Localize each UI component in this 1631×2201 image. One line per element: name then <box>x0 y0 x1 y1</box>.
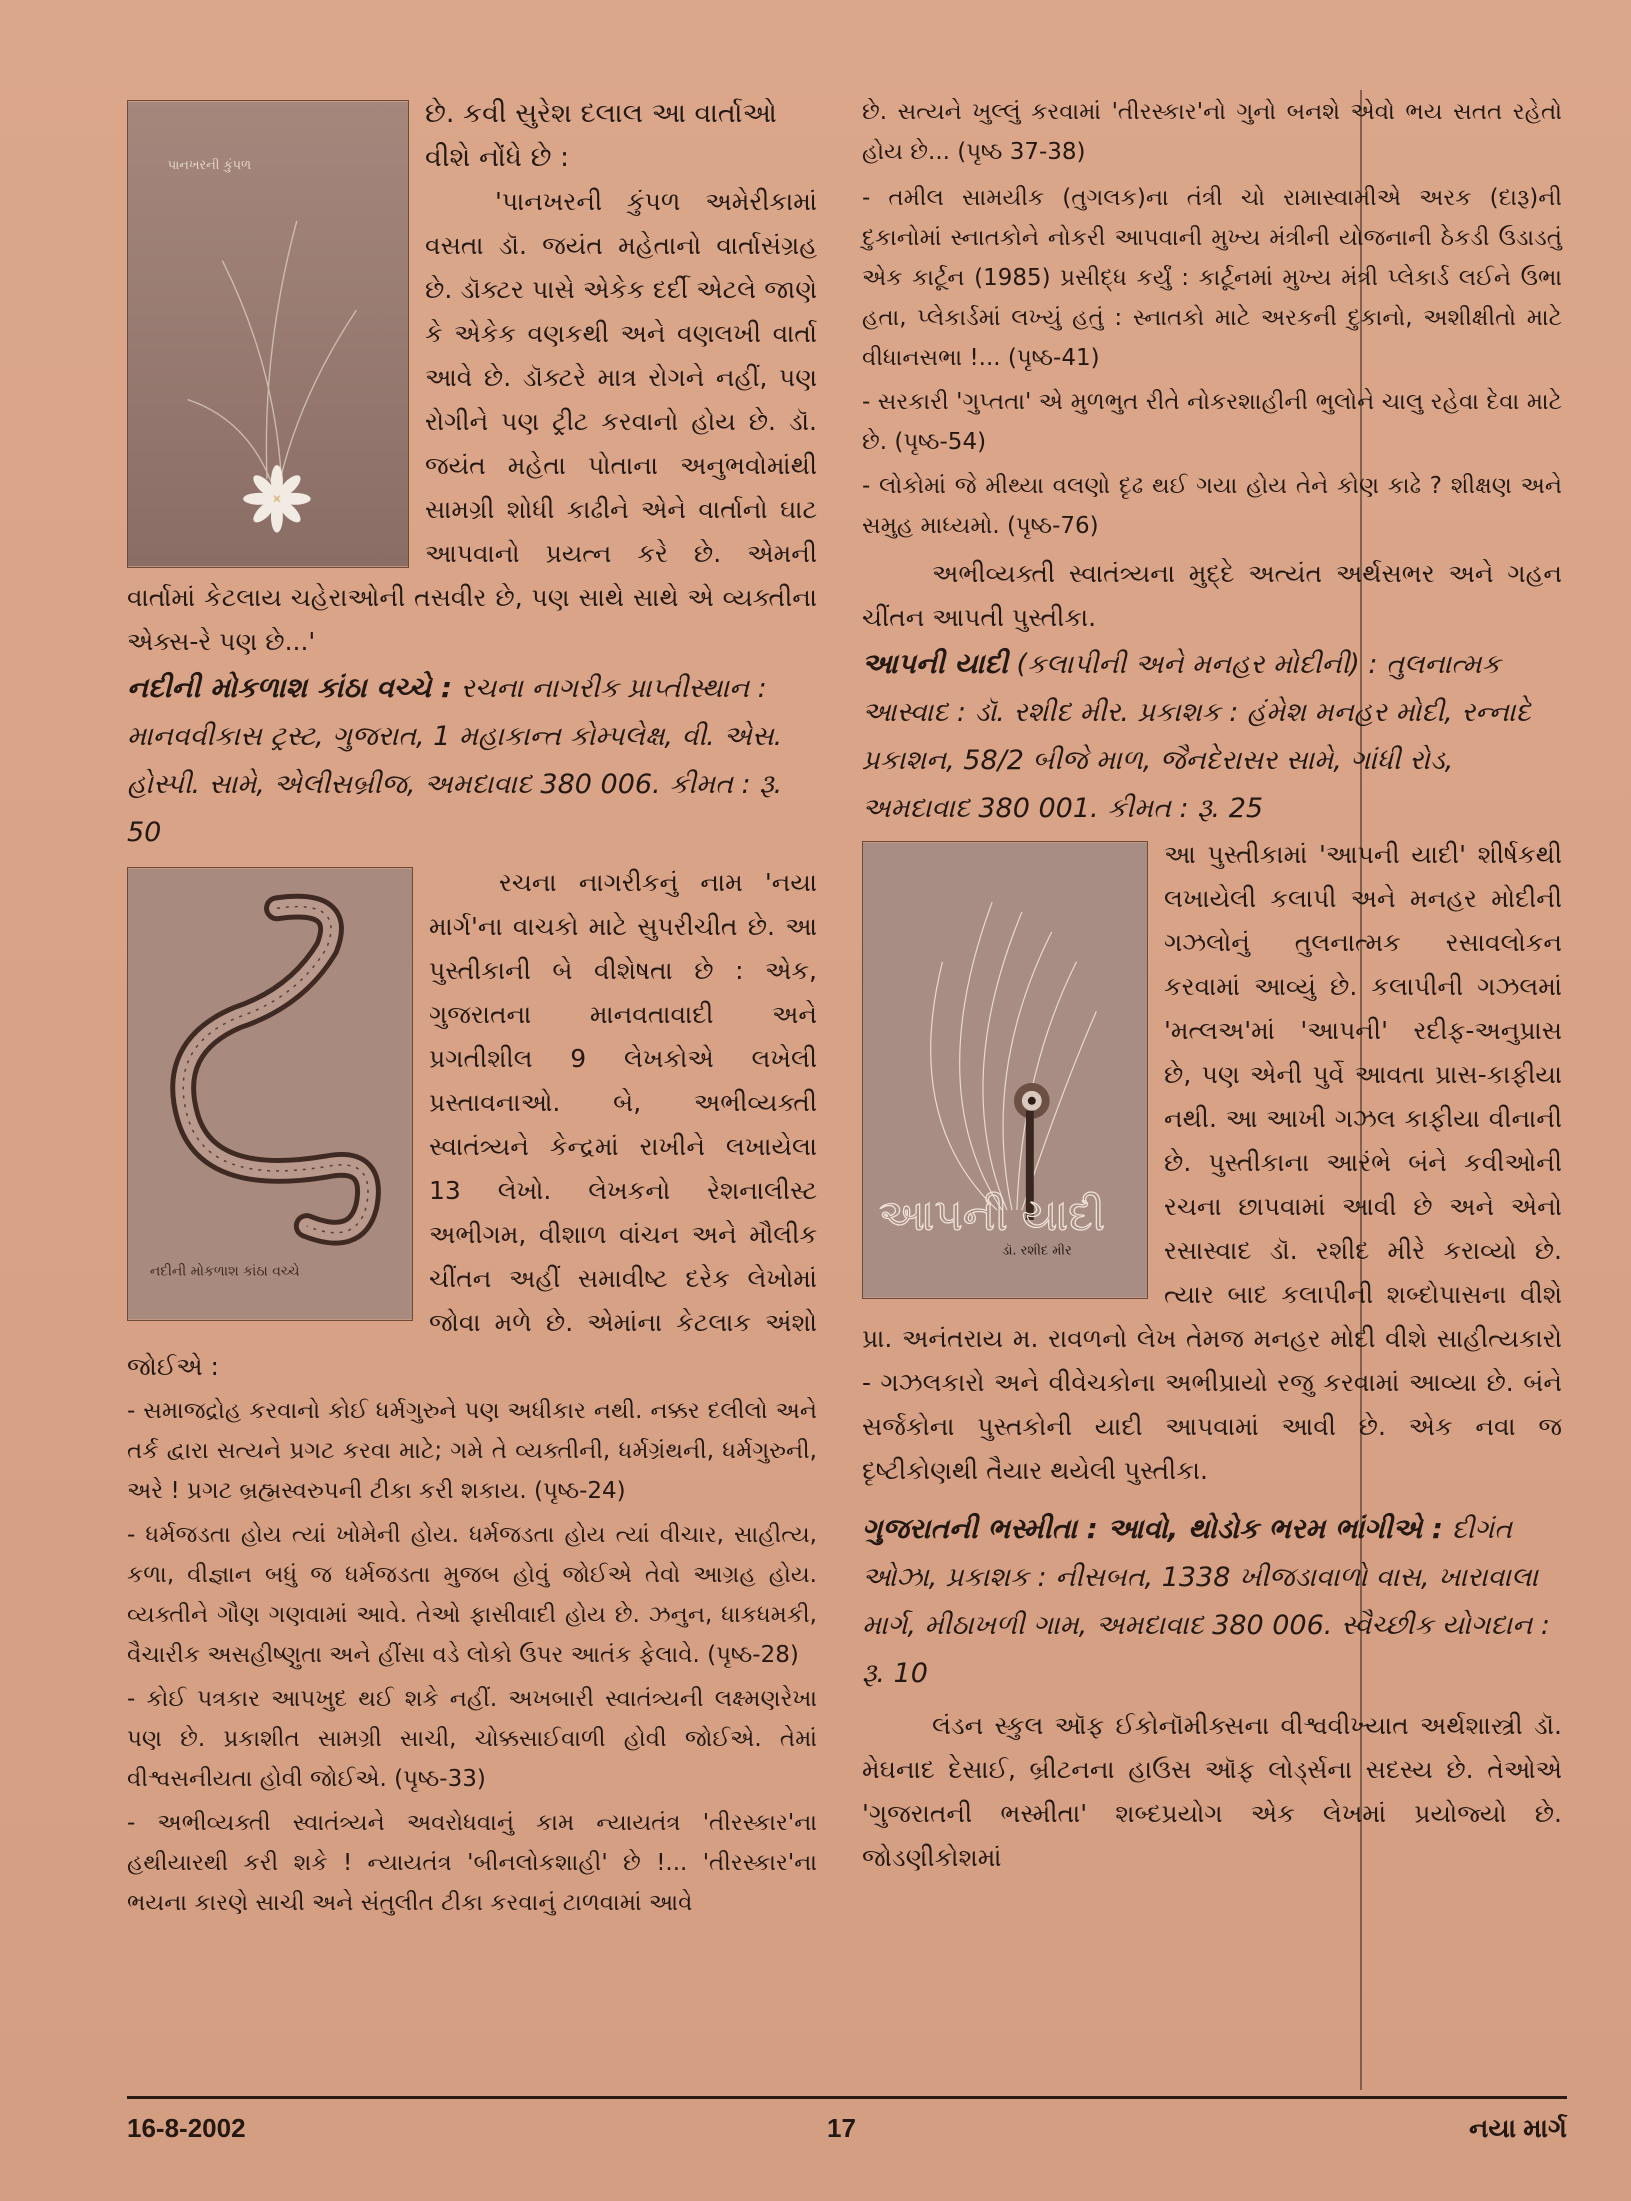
review-aapni-yaadi: આ પુસ્તીકામાં 'આપની યાદી' શીર્ષકથી લખાયેલી કલાપી અને મનહર મોદીની ગઝલોનું તુલનાત્મક રસાવલોકન કરવામાં આવ્યું છે. કલાપીની ગઝલમાં 'મત્લઅ'માં 'આપની' રદીફ-અનુપ્રાસ છે, પણ એની પુર્વે આવતા પ્રાસ-કાફીયા નથી. આ આખી ગઝલ કાફીયા વીનાની છે. પુસ્તીકાના આરંભે બંને કવીઓની રચના છાપવામાં આવી છે અને એનો રસાસ્વાદ ડૉ. રશીદ મીરે કરાવ્યો છે. ત્યાર બાદ કલાપીની શબ્દોપાસના વીશે પ્રા. અનંતરાય મ. રાવળનો લેખ તેમજ મનહર મોદી વીશે સાહીત્યકારો - ગઝલકારો અને વીવેચકોના અભીપ્રાયો રજુ કરવામાં આવ્યા છે. બંને સર્જકોના પુસ્તકોની યાદી આપવામાં આવી છે. એક નવા જ દૃષ્ટીકોણથી તૈયાર થયેલી પુસ્તીકા. <box>862 840 1562 1485</box>
left-column <box>127 92 817 1923</box>
book-title: નદીની મોકળાશ કાંઠા વચ્ચે : <box>127 671 453 704</box>
excerpt-41: - તમીલ સામયીક (તુગલક)ના તંત્રી ચો રામાસ્વામીએ અરક (દારૂ)ની દુકાનોમાં સ્નાતકોને નોકરી આપવાની મુખ્ય મંત્રીની યોજનાની ઠેકડી ઉડાડતું એક કાર્ટૂન (1985) પ્રસીદ્ધ કર્યું : કાર્ટૂનમાં મુખ્ય મંત્રી પ્લેકાર્ડ લઈને ઉભા હતા, પ્લેકાર્ડમાં લખ્યું હતું : સ્નાતકો માટે અરકની દુકાનો, અશીક્ષીતો માટે વીધાનસભા !... (પૃષ્ઠ-41) <box>862 185 1562 371</box>
book-ref-gujaratni-bhasmita: ગુજરાતની ભસ્મીતા : આવો, થોડોક ભરમ ભાંગીએ : દીગંત ઓઝા, પ્રકાશક : નીસબત, 1338 ખીજડાવાળો વાસ, ખારાવાલા માર્ગ, મીઠાખળી ગામ, અમદાવાદ 380 006. સ્વૈચ્છીક યોગદાન : રૂ. 10 <box>862 1512 1550 1689</box>
book-cover-aapni-yaadi <box>862 841 1148 1299</box>
issue-date: 16-8-2002 <box>127 2113 246 2143</box>
excerpt-76: - લોકોમાં જે મીથ્યા વલણો દૃઢ થઈ ગયા હોય તેને કોણ કાઢે ? શીક્ષણ અને સમુહ માધ્યમો. (પૃષ્ઠ-76) <box>862 473 1562 539</box>
page-footer <box>127 2096 1567 2143</box>
magazine-name: નયા માર્ગ <box>1469 2113 1567 2143</box>
excerpt-37: - અભીવ્યક્તી સ્વાતંત્ર્યને અવરોધવાનું કામ ન્યાયતંત્ર 'તીરસ્કાર'ના હથીયારથી કરી શકે ! ન્યાયતંત્ર 'બીનલોકશાહી' છે !... 'તીરસ્કાર'ના ભયના કારણે સાચી અને સંતુલીત ટીકા કરવાનું ટાળવામાં આવે <box>127 1810 817 1916</box>
excerpt-28: - ધર્મજડતા હોય ત્યાં ખોમેની હોય. ધર્મજડતા હોય ત્યાં વીચાર, સાહીત્ય, કળા, વીજ્ઞાન બધું જ ધર્મજડતા મુજબ હોવું જોઈએ તેવો આગ્રહ હોય. વ્યક્તીને ગૌણ ગણવામાં આવે. તેઓ ફાસીવાદી હોય છે. ઝનુન, ધાકધમકી, વૈચારીક અસહીષ્ણુતા અને હીંસા વડે લોકો ઉપર આતંક ફેલાવે. (પૃષ્ઠ-28) <box>127 1522 817 1668</box>
right-column <box>862 92 1562 1880</box>
book-title: આપની યાદી <box>862 647 1008 680</box>
excerpt-54: - સરકારી 'ગુપ્તતા' એ મુળભુત રીતે નોકરશાહીની ભુલોને ચાલુ રહેવા દેવા માટે છે. (પૃષ્ઠ-54) <box>862 389 1562 455</box>
review-gujaratni-bhasmita: લંડન સ્કુલ ઑફ ઈકોનૉમીક્સના વીશ્વવીખ્યાત અર્થશાસ્ત્રી ડૉ. મેઘનાદ દેસાઈ, બ્રીટનના હાઉસ ઑફ લોર્ડ્સના સદસ્ય છે. તેઓએ 'ગુજરાતની ભસ્મીતા' શબ્દપ્રયોગ એક લેખમાં પ્રયોજ્યો છે. જોડણીકોશમાં <box>862 1711 1562 1872</box>
cover-title: નદીની મોકળાશ કાંઠા વચ્ચે <box>149 1263 300 1280</box>
review-rachna-nagrik: રચના નાગરીકનું નામ 'નયા માર્ગ'ના વાચકો માટે સુપરીચીત છે. આ પુસ્તીકાની બે વીશેષતા છે : એક, ગુજરાતના માનવતાવાદી અને પ્રગતીશીલ 9 લેખકોએ લખેલી પ્રસ્તાવનાઓ. બે, અભીવ્યક્તી સ્વાતંત્ર્યને કેન્દ્રમાં રાખીને લખાયેલા 13 લેખો. લેખકનો રેશનાલીસ્ટ અભીગમ, વીશાળ વાંચન અને મૌલીક ચીંતન અહીં સમાવીષ્ટ દરેક લેખોમાં જોવા મળે છે. એમાંના કેટલાક અંશો જોઈએ : <box>127 868 817 1381</box>
page-number: 17 <box>827 2113 856 2143</box>
cover-title: પાનખરની કુંપળ <box>167 158 252 174</box>
cover-author: ડૉ. રશીદ મીર <box>1002 1243 1072 1259</box>
summary-line: અભીવ્યક્તી સ્વાતંત્ર્યના મુદ્દે અત્યંત અર્થસભર અને ગહન ચીંતન આપતી પુસ્તીકા. <box>862 559 1562 632</box>
excerpt-33: - કોઈ પત્રકાર આપખુદ થઈ શકે નહીં. અખબારી સ્વાતંત્ર્યની લક્ષ્મણરેખા પણ છે. પ્રકાશીત સામગ્રી સાચી, ચોક્કસાઈવાળી હોવી જોઈએ. તેમાં વીશ્વસનીયતા હોવી જોઈએ. (પૃષ્ઠ-33) <box>127 1686 817 1792</box>
book-title: ગુજરાતની ભસ્મીતા : આવો, થોડોક ભરમ ભાંગીએ : <box>862 1512 1443 1545</box>
quote-suresh-dalal: 'પાનખરની કુંપળ અમેરીકામાં વસતા ડૉ. જયંત મહેતાનો વાર્તાસંગ્રહ છે. ડૉક્ટર પાસે એકેક દર્દી એટલે જાણે કે એકેક વણકથી અને વણલખી વાર્તા આવે છે. ડૉક્ટરે માત્ર રોગને નહીં, પણ રોગીને પણ ટ્રીટ કરવાનો હોય છે. ડૉ. જયંત મહેતા પોતાના અનુભવોમાંથી સામગ્રી શોધી કાઢીને એને વાર્તાનો ઘાટ આપવાનો પ્રયત્ન કરે છે. એમની વાર્તામાં કેટલાય ચહેરાઓની તસવીર છે, પણ સાથે સાથે એ વ્યક્તીના એક્સ-રે પણ છે...' <box>127 187 817 656</box>
intro-line: છે. કવી સુરેશ દલાલ આ વાર્તાઓ વીશે નોંધે છે : <box>425 98 777 173</box>
cover-title: આપની યાદી <box>878 1189 1106 1241</box>
book-ref-aapni-yaadi: આપની યાદી (કલાપીની અને મનહર મોદીની) : તુલનાત્મક આસ્વાદ : ડૉ. રશીદ મીર. પ્રકાશક : હંમેશ મનહર મોદી, રન્નાદે પ્રકાશન, 58/2 બીજે માળ, જૈનદેરાસર સામે, ગાંધી રોડ, અમદાવાદ 380 001. કીમત : રૂ. 25 <box>862 647 1531 824</box>
book-cover-pankharni-kumpal <box>127 100 409 568</box>
book-ref-nadini-moklash: નદીની મોકળાશ કાંઠા વચ્ચે : રચના નાગરીક પ્રાપ્તીસ્થાન : માનવવીકાસ ટ્રસ્ટ, ગુજરાત, 1 મહાકાન્ત કોમ્પલેક્ષ, વી. એસ. હોસ્પી. સામે, એલીસબ્રીજ, અમદાવાદ 380 006. કીમત : રૂ. 50 <box>127 671 783 848</box>
excerpt-37-cont: છે. સત્યને ખુલ્લું કરવામાં 'તીરસ્કાર'નો ગુનો બનશે એવો ભય સતત રહેતો હોય છે... (પૃષ્ઠ 37-38) <box>862 99 1562 165</box>
excerpt-24: - સમાજદ્રોહ કરવાનો કોઈ ધર્મગુરુને પણ અધીકાર નથી. નક્કર દલીલો અને તર્ક દ્વારા સત્યને પ્રગટ કરવા માટે; ગમે તે વ્યક્તીની, ધર્મગ્રંથની, ધર્મગુરુની, અરે ! પ્રગટ બ્રહ્મસ્વરુપની ટીકા કરી શકાય. (પૃષ્ઠ-24) <box>127 1398 817 1504</box>
book-cover-nadini-moklash <box>127 867 413 1321</box>
